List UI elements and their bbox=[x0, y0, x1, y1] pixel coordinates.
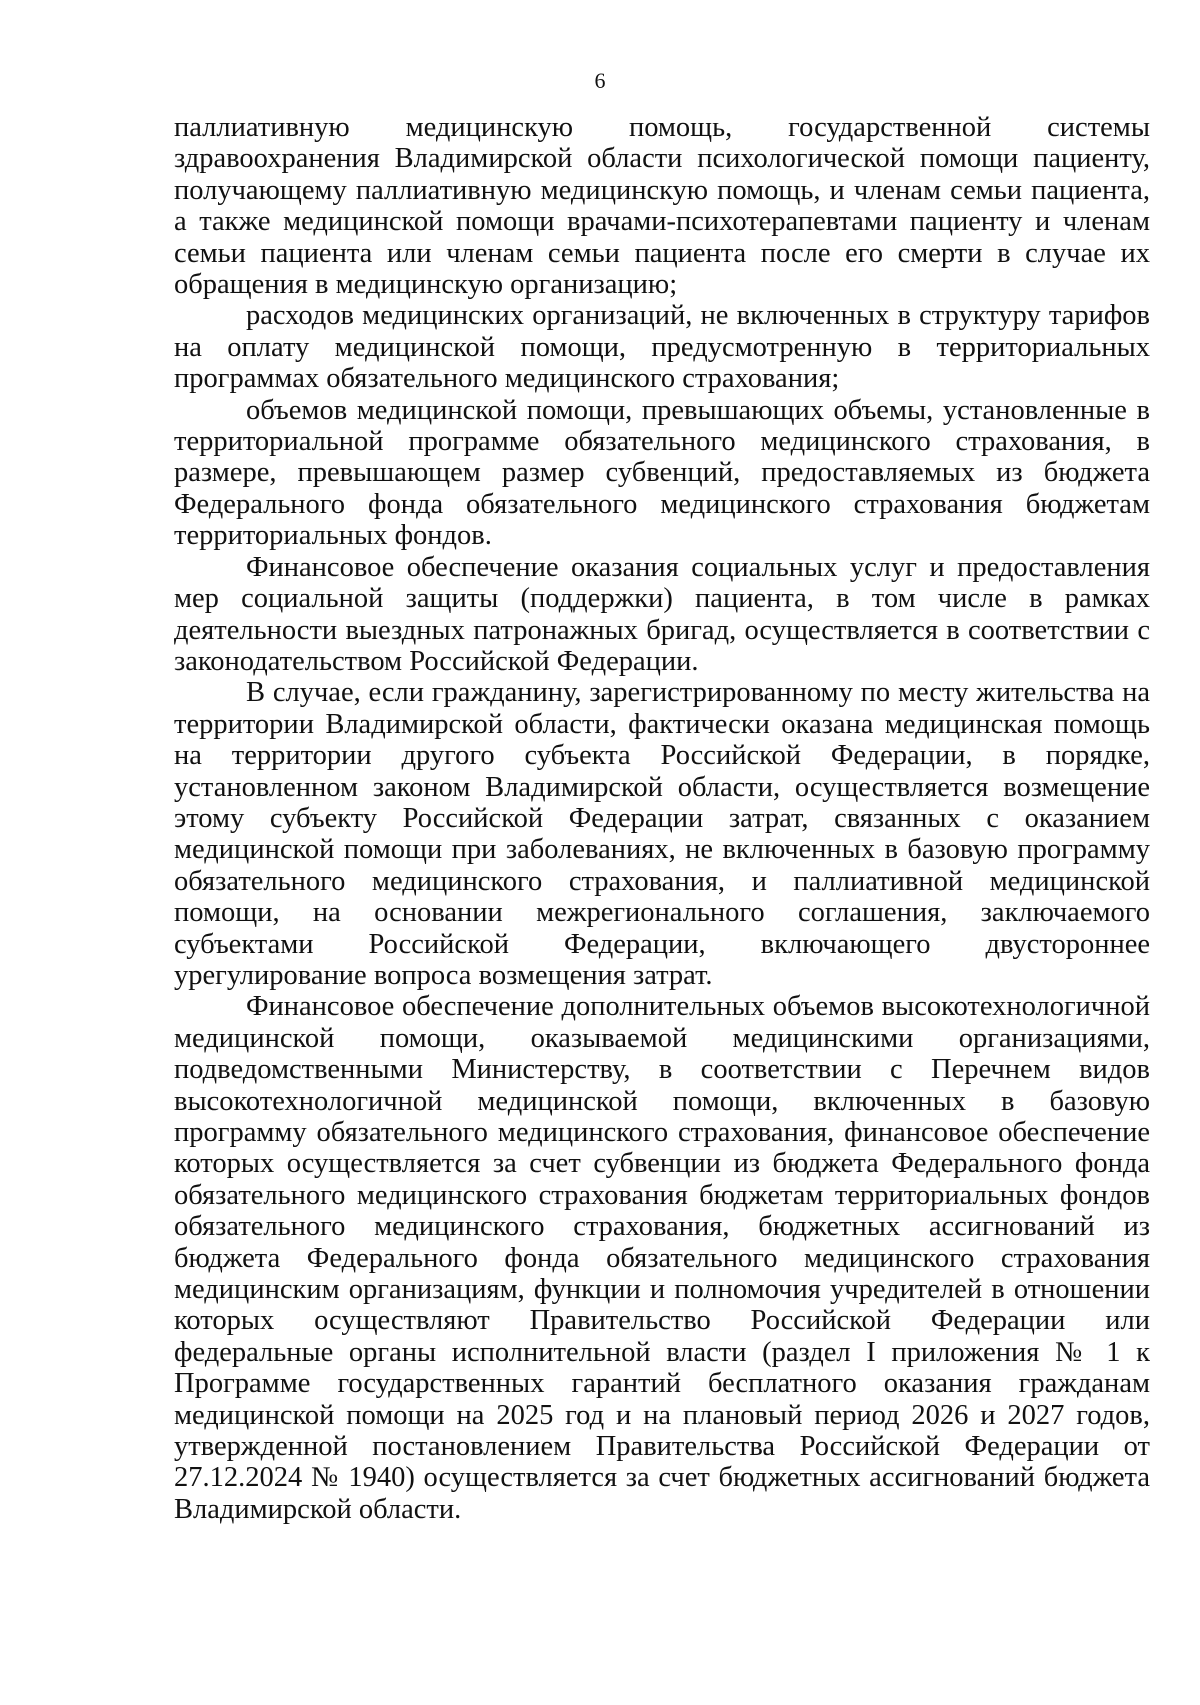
page-number: 6 bbox=[594, 68, 606, 93]
paragraph-6: Финансовое обеспечение дополнительных объемов высокотехнологичной медицинской помощи, оказываемой медицинскими организациями, подведомственными Министерству, в соответствии с Перечнем видов высокотехнологичной медицинской помощи, включенных в базовую программу обязательного медицинского страхования, финансовое обеспечение которых осуществляется за счет субвенции из бюджета Федерального фонда обязательного медицинского страхования бюджетам территориальных фондов обязательного медицинского страхования, бюджетных ассигнований из бюджета Федерального фонда обязательного медицинского страхования медицинским организациям, функции и полномочия учредителей в отношении которых осуществляют Правительство Российской Федерации или федеральные органы исполнительной власти (раздел I приложения № 1 к Программе государственных гарантий бесплатного оказания гражданам медицинской помощи на 2025 год и на плановый период 2026 и 2027 годов, утвержденной постановлением Правительства Российской Федерации от 27.12.2024 № 1940) осуществляется за счет бюджетных ассигнований бюджета Владимирской области. bbox=[174, 991, 1150, 1525]
paragraph-5: В случае, если гражданину, зарегистрированному по месту жительства на территории Владимирской области, фактически оказана медицинская помощь на территории другого субъекта Российской Федерации, в порядке, установленном законом Владимирской области, осуществляется возмещение этому субъекту Российской Федерации затрат, связанных с оказанием медицинской помощи при заболеваниях, не включенных в базовую программу обязательного медицинского страхования, и паллиативной медицинской помощи, на основании межрегионального соглашения, заключаемого субъектами Российской Федерации, включающего двустороннее урегулирование вопроса возмещения затрат. bbox=[174, 677, 1150, 991]
paragraph-2: расходов медицинских организаций, не включенных в структуру тарифов на оплату медицинской помощи, предусмотренную в территориальных программах обязательного медицинского страхования; bbox=[174, 300, 1150, 395]
document-body bbox=[174, 112, 1150, 1525]
paragraph-4: Финансовое обеспечение оказания социальных услуг и предоставления мер социальной защиты (поддержки) пациента, в том числе в рамках деятельности выездных патронажных бригад, осуществляется в соответствии с законодательством Российской Федерации. bbox=[174, 551, 1150, 677]
paragraph-1: паллиативную медицинскую помощь, государственной системы здравоохранения Владимирской области психологической помощи пациенту, получающему паллиативную медицинскую помощь, и членам семьи пациента, а также медицинской помощи врачами-психотерапевтами пациенту и членам семьи пациента или членам семьи пациента после его смерти в случае их обращения в медицинскую организацию; bbox=[174, 112, 1150, 301]
paragraph-3: объемов медицинской помощи, превышающих объемы, установленные в территориальной программе обязательного медицинского страхования, в размере, превышающем размер субвенций, предоставляемых из бюджета Федерального фонда обязательного медицинского страхования бюджетам территориальных фондов. bbox=[174, 394, 1150, 552]
